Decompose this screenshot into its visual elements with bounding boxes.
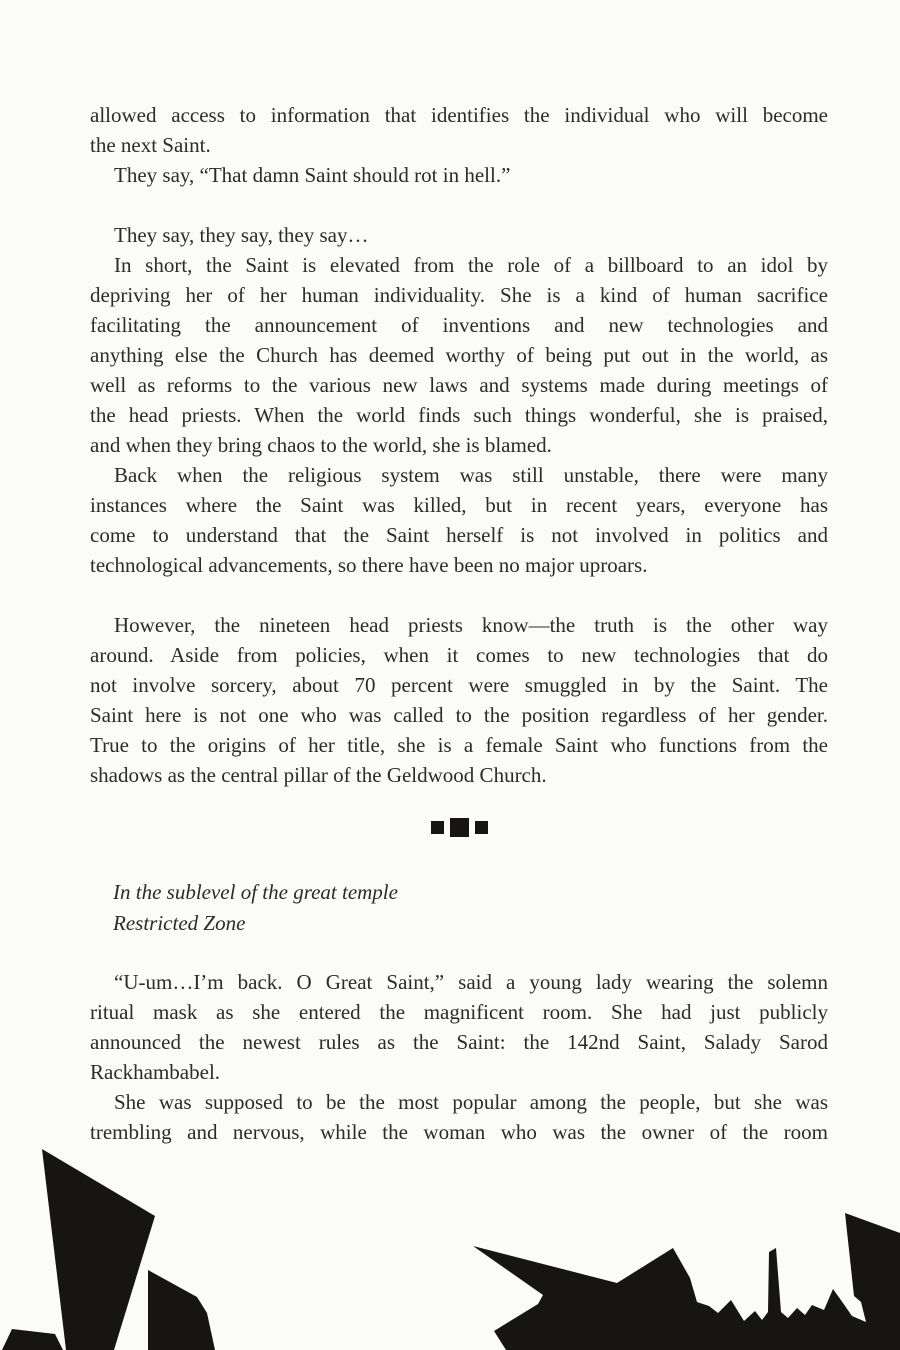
text-line: However, the nineteen head priests know—the truth is the other way bbox=[114, 613, 828, 637]
text-line: instances where the Saint was killed, but in recent years, everyone has bbox=[90, 493, 828, 517]
text-line: around. Aside from policies, when it comes to new technologies that do bbox=[90, 643, 828, 667]
text-line: facilitating the announcement of inventions and new technologies and bbox=[90, 313, 828, 337]
text-line: Saint here is not one who was called to the position regardless of her gender. bbox=[90, 703, 828, 727]
note-line: In the sublevel of the great temple bbox=[113, 880, 398, 904]
body-text bbox=[90, 100, 828, 1147]
square-icon bbox=[431, 821, 444, 834]
blank-line bbox=[90, 190, 828, 220]
text-line: They say, they say, they say… bbox=[114, 223, 369, 247]
text-line: True to the origins of her title, she is a female Saint who functions from the bbox=[90, 733, 828, 757]
text-line: technological advancements, so there have been no major uproars. bbox=[90, 553, 648, 577]
text-line: shadows as the central pillar of the Geldwood Church. bbox=[90, 763, 547, 787]
note-line: Restricted Zone bbox=[113, 911, 246, 935]
text-line: trembling and nervous, while the woman who was the owner of the room bbox=[90, 1120, 828, 1144]
text-line: Rackhambabel. bbox=[90, 1060, 221, 1084]
text-line: not involve sorcery, about 70 percent were smuggled in by the Saint. The bbox=[90, 673, 828, 697]
text-line: announced the newest rules as the Saint: the 142nd Saint, Salady Sarod bbox=[90, 1030, 828, 1054]
square-icon bbox=[475, 821, 488, 834]
text-line: Back when the religious system was still unstable, there were many bbox=[114, 463, 828, 487]
text-line: come to understand that the Saint herself is not involved in politics and bbox=[90, 523, 828, 547]
text-line: depriving her of her human individuality. She is a kind of human sacrifice bbox=[90, 283, 828, 307]
blank-line bbox=[90, 580, 828, 610]
text-line: ritual mask as she entered the magnificent room. She had just publicly bbox=[90, 1000, 828, 1024]
text-line: the head priests. When the world finds such things wonderful, she is praised, bbox=[90, 403, 828, 427]
blank-line bbox=[90, 939, 828, 967]
text-line: anything else the Church has deemed worthy of being put out in the world, as bbox=[90, 343, 828, 367]
scene-location-note bbox=[113, 877, 828, 939]
text-line: allowed access to information that identifies the individual who will become bbox=[90, 103, 828, 127]
text-line: the next Saint. bbox=[90, 133, 211, 157]
section-break bbox=[90, 790, 828, 865]
text-line: well as reforms to the various new laws and systems made during meetings of bbox=[90, 373, 828, 397]
text-line: They say, “That damn Saint should rot in hell.” bbox=[114, 163, 511, 187]
text-line: In short, the Saint is elevated from the role of a billboard to an idol by bbox=[114, 253, 828, 277]
square-icon bbox=[450, 818, 469, 837]
text-line: and when they bring chaos to the world, she is blamed. bbox=[90, 433, 552, 457]
text-line: She was supposed to be the most popular among the people, but she was bbox=[114, 1090, 828, 1114]
text-line: “U-um…I’m back. O Great Saint,” said a young lady wearing the solemn bbox=[114, 970, 828, 994]
